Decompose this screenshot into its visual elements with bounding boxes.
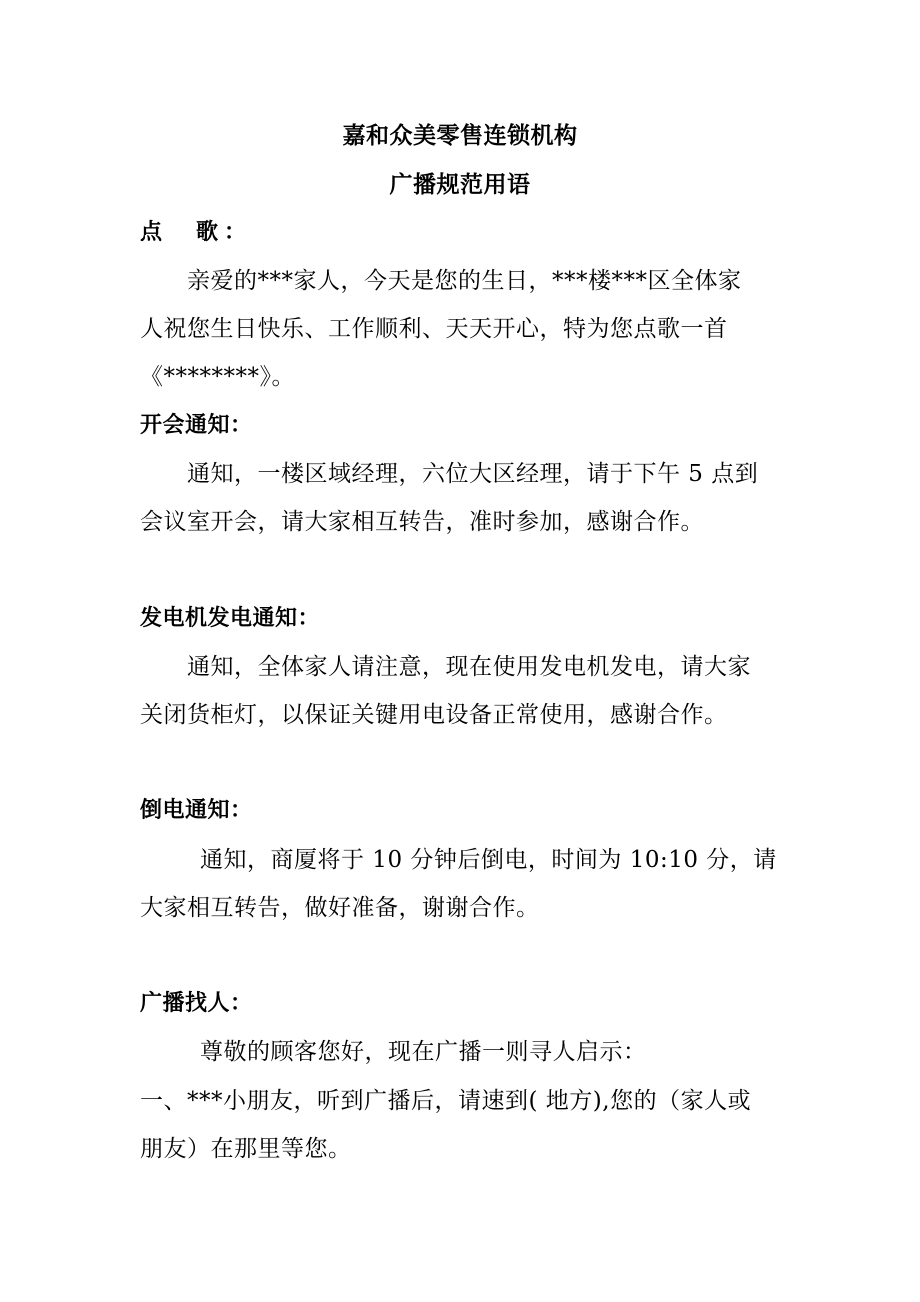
section-line: 《********》。 (140, 364, 295, 390)
section-line: 会议室开会，请大家相互转告，准时参加，感谢合作。 (140, 509, 704, 535)
section-line: 关闭货柜灯，以保证关键用电设备正常使用，感谢合作。 (140, 702, 728, 728)
section-heading-power-switch-notice: 倒电通知： (140, 798, 253, 823)
section-line: 通知，一楼区域经理，六位大区经理，请于下午 5 点到 (187, 461, 759, 487)
section-line: 通知，商厦将于 10 分钟后倒电，时间为 10:10 分，请 (200, 847, 777, 873)
section-heading-paging: 广播找人： (140, 991, 253, 1016)
document-subtitle: 广播规范用语 (389, 172, 531, 198)
section-line: 一、***小朋友，听到广播后，请速到( 地方),您的（家人或 (140, 1088, 752, 1114)
section-line: 尊敬的顾客您好，现在广播一则寻人启示： (200, 1039, 647, 1065)
section-heading-generator-notice: 发电机发电通知： (140, 606, 321, 631)
section-line: 大家相互转告，做好准备，谢谢合作。 (140, 895, 540, 921)
section-line: 通知，全体家人请注意，现在使用发电机发电，请大家 (187, 654, 751, 680)
section-heading-meeting-notice: 开会通知： (140, 413, 253, 438)
document-title: 嘉和众美零售连锁机构 (342, 123, 578, 149)
section-heading-song-request: 点 歌： (140, 220, 253, 245)
section-line: 亲爱的***家人，今天是您的生日，***楼***区全体家 (187, 268, 742, 294)
section-line: 朋友）在那里等您。 (140, 1136, 352, 1162)
section-line: 人祝您生日快乐、工作顺利、天天开心，特为您点歌一首 (140, 316, 728, 342)
